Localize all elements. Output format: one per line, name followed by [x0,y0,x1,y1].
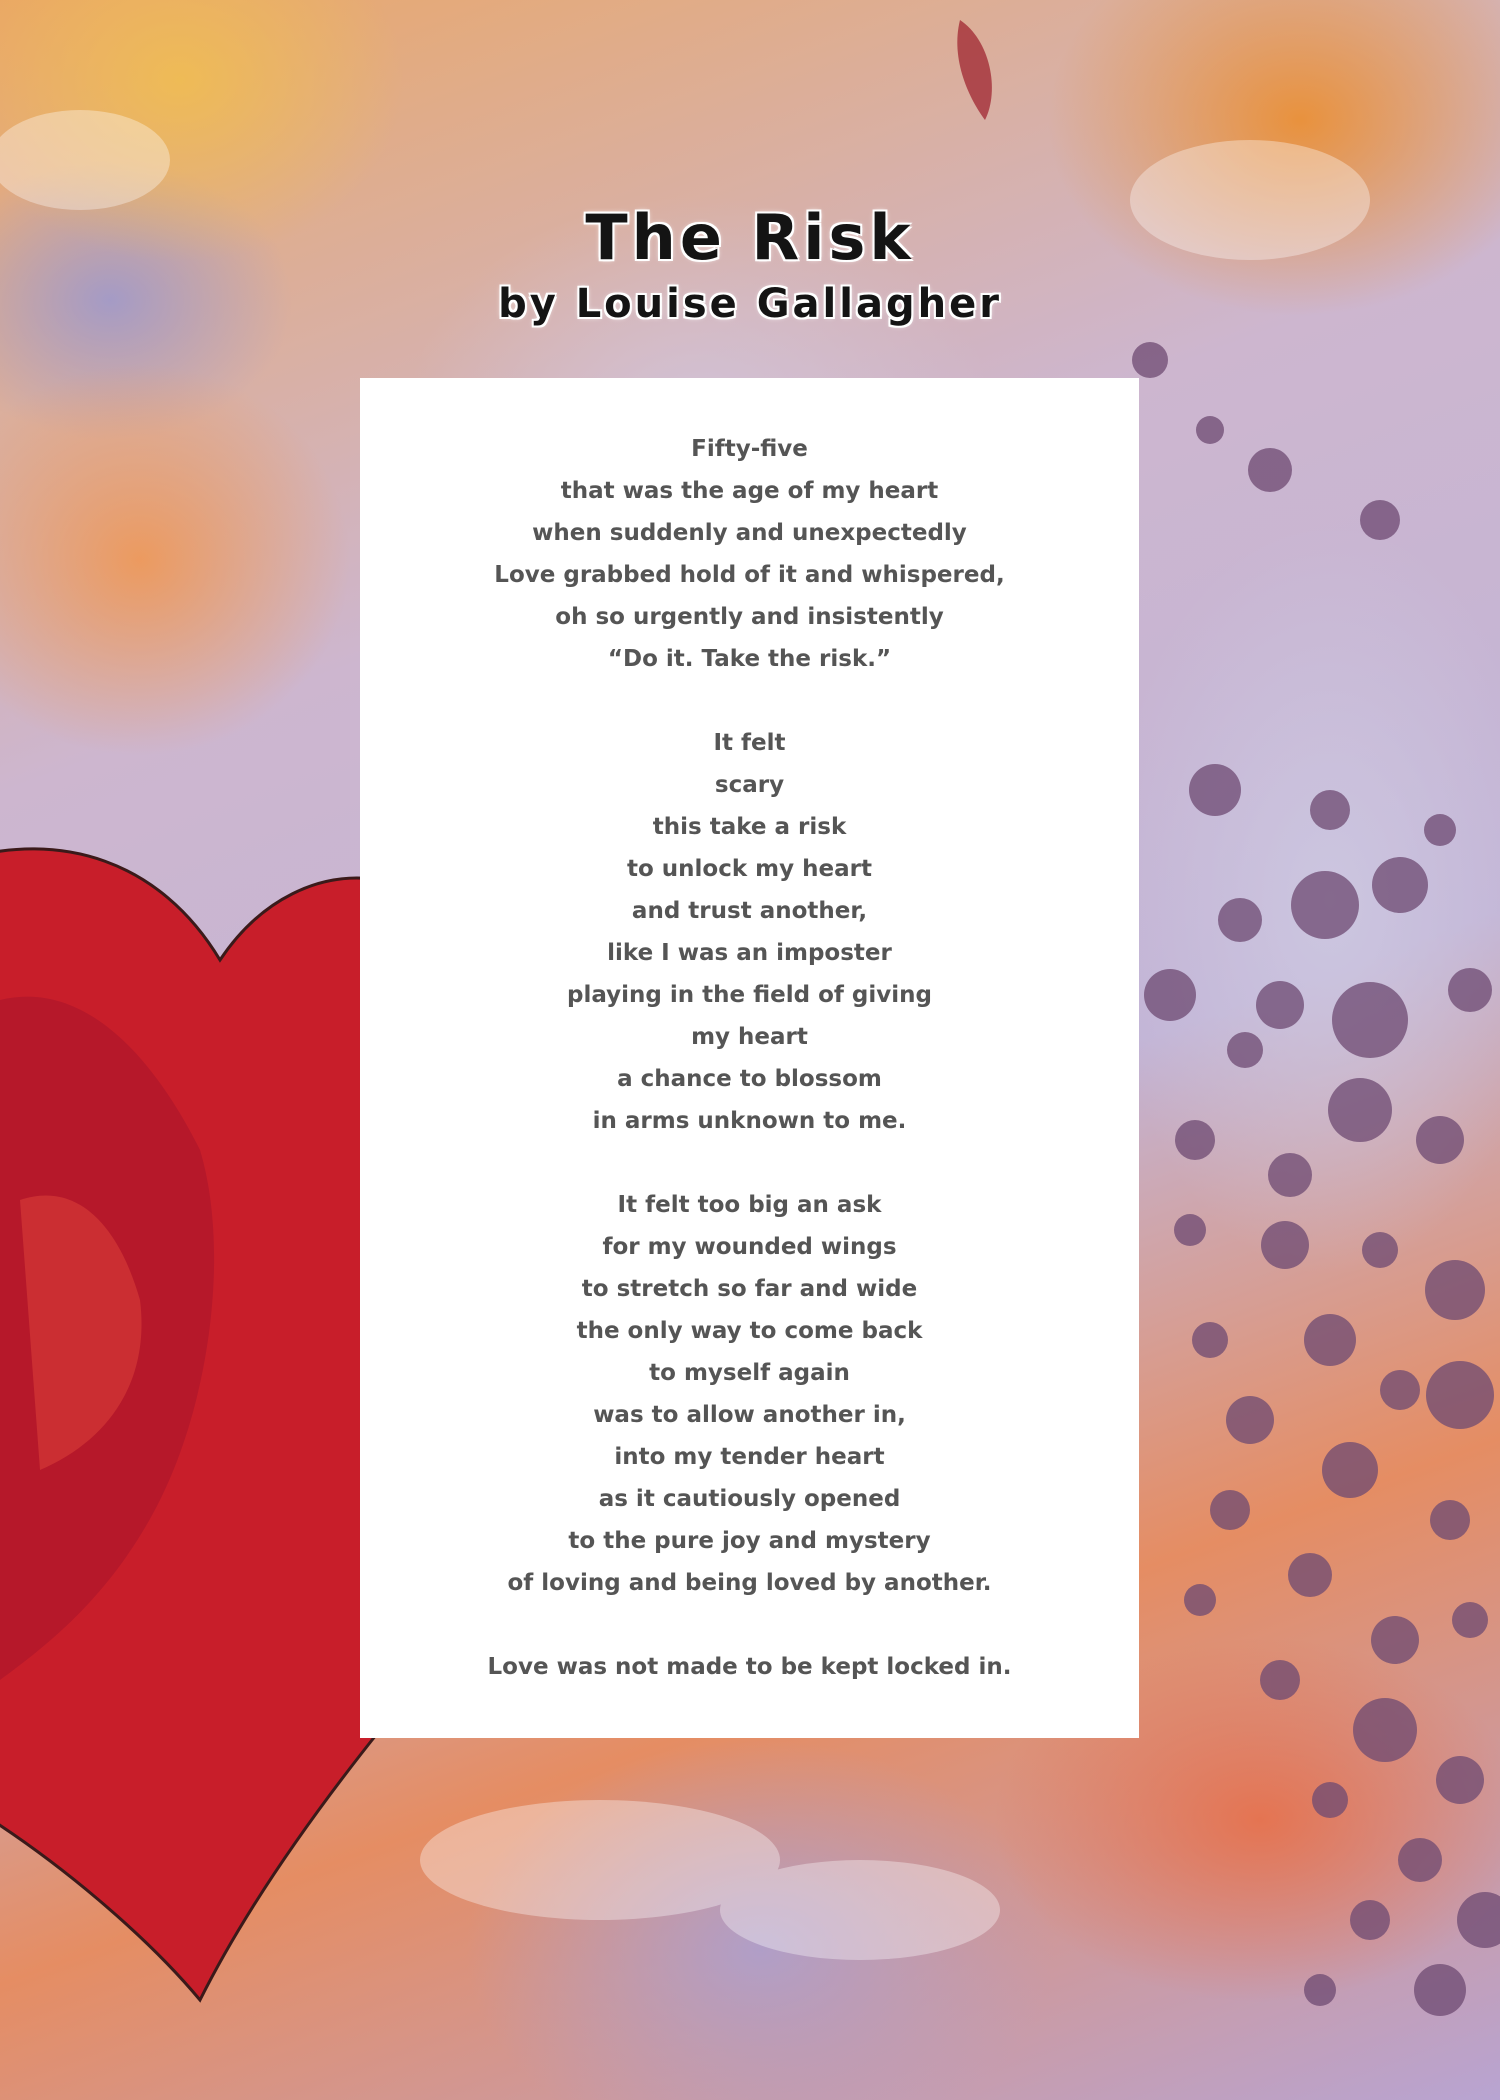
poem-line: for my wounded wings [602,1234,897,1260]
poem-line: oh so urgently and insistently [555,604,944,630]
poem-line: in arms unknown to me. [592,1108,907,1134]
poem-line: to myself again [649,1360,850,1386]
poem-line: my heart [691,1024,808,1050]
poem-line: a chance to blossom [617,1066,882,1092]
poem-line: into my tender heart [614,1444,885,1470]
stanza-4 [360,1646,1139,1688]
stanza-2 [360,722,1139,1142]
poem-line: It felt too big an ask [617,1192,882,1218]
poem-line: scary [714,772,785,798]
stanza-3 [360,1184,1139,1604]
poem-line: Love was not made to be kept locked in. [487,1654,1012,1680]
poem-line: and trust another, [631,898,868,924]
poem-line: was to allow another in, [593,1402,906,1428]
poem-line: to the pure joy and mystery [568,1528,931,1554]
poem-line: to stretch so far and wide [581,1276,918,1302]
poem-line: Love grabbed hold of it and whispered, [494,562,1005,588]
red-accent [957,20,992,120]
poem-line: to unlock my heart [627,856,872,882]
poem-title: The Risk [585,201,915,274]
poem-line: the only way to come back [576,1318,923,1344]
poem-line: playing in the field of giving [566,982,932,1008]
poem-author: by Louise Gallagher [498,281,1002,327]
poem-line: It felt [713,730,786,756]
poem-line: of loving and being loved by another. [507,1570,992,1596]
title-block [0,200,1500,332]
poem-card [360,378,1139,1738]
poem-line: that was the age of my heart [560,478,939,504]
poem-line: as it cautiously opened [598,1486,901,1512]
poem-line: this take a risk [652,814,847,840]
poem-line: when suddenly and unexpectedly [532,520,967,546]
poem-line: “Do it. Take the risk.” [607,646,892,672]
purple-dots [1132,342,1500,2016]
poem-line: Fifty-five [691,436,808,462]
stanza-1 [360,428,1139,680]
poem-line: like I was an imposter [607,940,892,966]
